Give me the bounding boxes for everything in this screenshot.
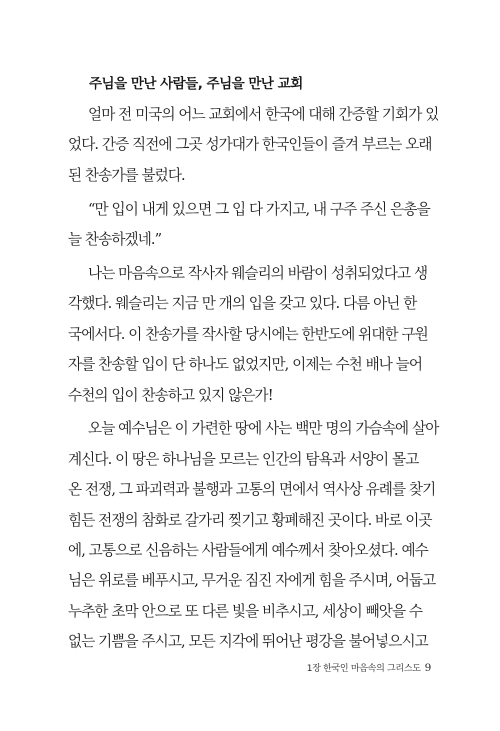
page-number: 9: [424, 662, 431, 674]
paragraph-line: 없는 기쁨을 주시고, 모든 지각에 뛰어난 평강을 불어넣으시고: [68, 633, 428, 651]
chapter-title: 1장 한국인 마음속의 그리스도: [306, 664, 421, 674]
paragraph-line: 온 전쟁, 그 파괴력과 불행과 고통의 면에서 역사상 유례를 찾기: [68, 481, 436, 499]
page-footer: [307, 661, 431, 674]
paragraph-line: “만 입이 내게 있으면 그 입 다 가지고, 내 구주 주신 은총을: [88, 200, 430, 218]
paragraph-line: 었다. 간증 직전에 그곳 성가대가 한국인들이 즐겨 부르는 오래: [68, 136, 432, 154]
paragraph-line: 얼마 전 미국의 어느 교회에서 한국에 대해 간증할 기회가 있: [88, 106, 439, 123]
paragraph-line: 늘 찬송하겠네.”: [68, 231, 162, 249]
paragraph-line: 오늘 예수님은 이 가련한 땅에 사는 백만 명의 가슴속에 살아: [88, 420, 439, 438]
paragraph-line: 국에서다. 이 찬송가를 작사할 당시에는 한반도에 위대한 구원: [68, 325, 428, 343]
paragraph-line: 힘든 전쟁의 참화로 갈가리 찢기고 황폐해진 곳이다. 바로 이곳: [68, 511, 432, 529]
paragraph-line: 님은 위로를 베푸시고, 무거운 짐진 자에게 힘을 주시며, 어둡고: [68, 572, 436, 590]
body-text: [68, 100, 440, 658]
section-heading: 주님을 만난 사람들, 주님을 만난 교회: [89, 76, 303, 92]
paragraph-line: 각했다. 웨슬리는 지금 만 개의 입을 갖고 있다. 다름 아닌 한: [68, 295, 417, 313]
paragraph-line: 수천의 입이 찬송하고 있지 않은가!: [68, 386, 273, 404]
paragraph-line: 에, 고통으로 신음하는 사람들에게 예수께서 찾아오셨다. 예수: [68, 541, 428, 559]
paragraph-line: 자를 찬송할 입이 단 하나도 없었지만, 이제는 수천 배나 늘어: [68, 356, 423, 374]
paragraph-line: 누추한 초막 안으로 또 다른 빛을 비추시고, 세상이 빼앗을 수: [68, 602, 423, 620]
paragraph-line: 나는 마음속으로 작사자 웨슬리의 바람이 성취되었다고 생: [88, 264, 428, 282]
paragraph-line: 계신다. 이 땅은 하나님을 모르는 인간의 탐욕과 서양이 몰고: [68, 450, 419, 468]
paragraph-line: 된 찬송가를 불렀다.: [68, 166, 185, 184]
